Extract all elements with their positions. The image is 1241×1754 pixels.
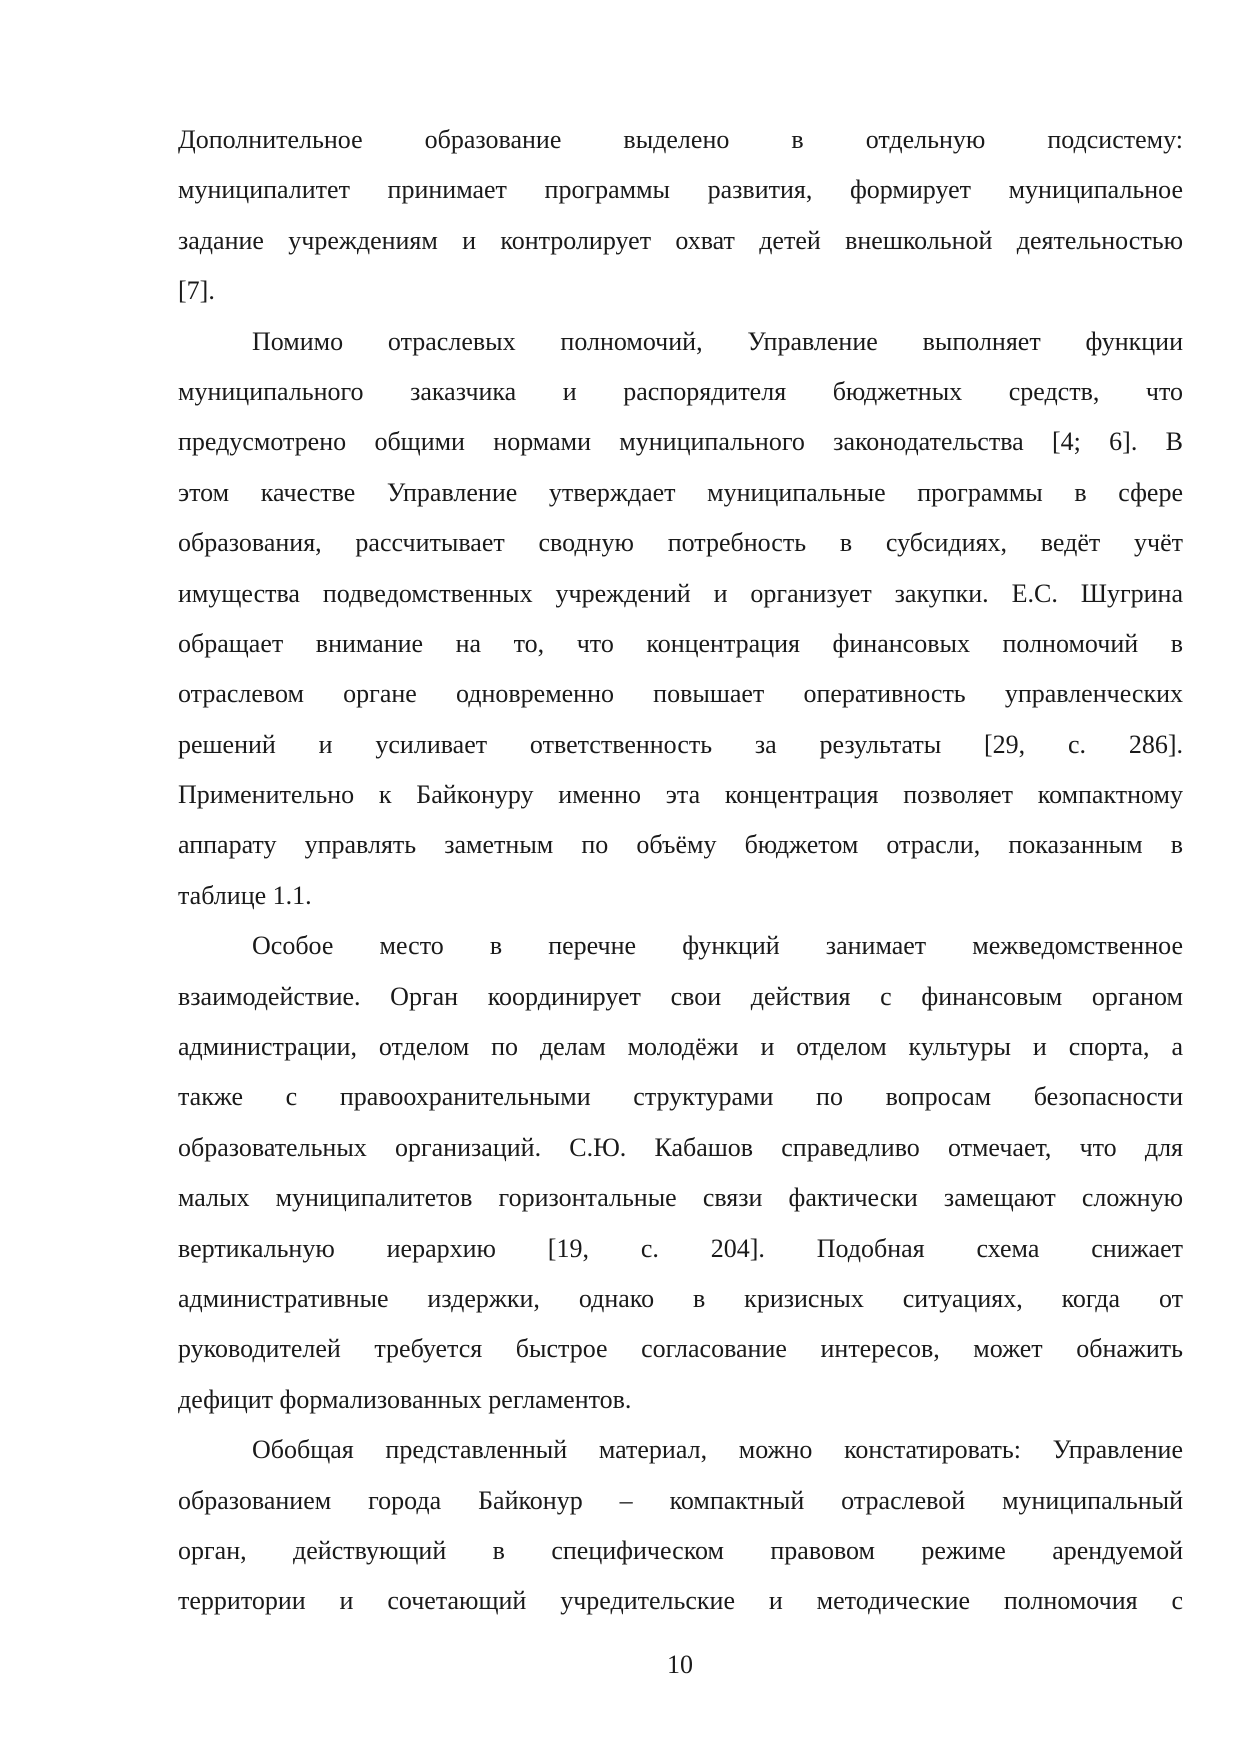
text-line: администрации, отделом по делам молодёжи и отделом культуры и спорта, а bbox=[178, 1032, 1183, 1062]
text-line: образования, рассчитывает сводную потребность в субсидиях, ведёт учёт bbox=[178, 528, 1183, 558]
text-line: муниципалитет принимает программы развития, формирует муниципальное bbox=[178, 175, 1183, 205]
text-line: взаимодействие. Орган координирует свои действия с финансовым органом bbox=[178, 981, 1183, 1011]
text-line: Помимо отраслевых полномочий, Управление выполняет функции bbox=[252, 326, 1183, 356]
text-line: задание учреждениям и контролирует охват детей внешкольной деятельностью bbox=[178, 225, 1183, 255]
text-line: отраслевом органе одновременно повышает оперативность управленческих bbox=[178, 679, 1183, 709]
text-line: образованием города Байконур – компактный отраслевой муниципальный bbox=[178, 1485, 1183, 1515]
text-line: малых муниципалитетов горизонтальные связи фактически замещают сложную bbox=[178, 1183, 1183, 1213]
text-line: имущества подведомственных учреждений и организует закупки. Е.С. Шугрина bbox=[178, 578, 1183, 608]
text-line: этом качестве Управление утверждает муниципальные программы в сфере bbox=[178, 477, 1183, 507]
text-line: образовательных организаций. С.Ю. Кабашов справедливо отмечает, что для bbox=[178, 1132, 1183, 1162]
paragraph bbox=[178, 921, 1183, 1425]
text-line: [7]. bbox=[178, 276, 215, 306]
text-line: административные издержки, однако в кризисных ситуациях, когда от bbox=[178, 1283, 1183, 1313]
text-line: муниципального заказчика и распорядителя бюджетных средств, что bbox=[178, 376, 1183, 406]
paragraph bbox=[178, 115, 1183, 317]
text-line: орган, действующий в специфическом правовом режиме арендуемой bbox=[178, 1535, 1183, 1565]
text-line: территории и сочетающий учредительские и методические полномочия с bbox=[178, 1586, 1183, 1616]
text-line: Особое место в перечне функций занимает межведомственное bbox=[252, 931, 1183, 961]
text-line: решений и усиливает ответственность за результаты [29, с. 286]. bbox=[178, 729, 1183, 759]
text-line: Применительно к Байконуру именно эта концентрация позволяет компактному bbox=[178, 780, 1183, 810]
text-line: обращает внимание на то, что концентрация финансовых полномочий в bbox=[178, 628, 1183, 658]
text-line: дефицит формализованных регламентов. bbox=[178, 1384, 632, 1414]
text-line: таблице 1.1. bbox=[178, 880, 312, 910]
text-line: вертикальную иерархию [19, с. 204]. Подобная схема снижает bbox=[178, 1233, 1183, 1263]
text-line: Обобщая представленный материал, можно констатировать: Управление bbox=[252, 1435, 1183, 1465]
text-line: Дополнительное образование выделено в отдельную подсистему: bbox=[178, 125, 1183, 154]
text-line: руководителей требуется быстрое согласование интересов, может обнажить bbox=[178, 1334, 1183, 1364]
paragraph bbox=[178, 1425, 1183, 1627]
text-line: предусмотрено общими нормами муниципального законодательства [4; 6]. В bbox=[178, 427, 1183, 457]
body-text bbox=[178, 115, 1183, 1627]
paragraph bbox=[178, 317, 1183, 922]
text-line: также с правоохранительными структурами по вопросам безопасности bbox=[178, 1082, 1183, 1112]
text-line: аппарату управлять заметным по объёму бюджетом отрасли, показанным в bbox=[178, 830, 1183, 860]
page-number: 10 bbox=[667, 1650, 693, 1679]
